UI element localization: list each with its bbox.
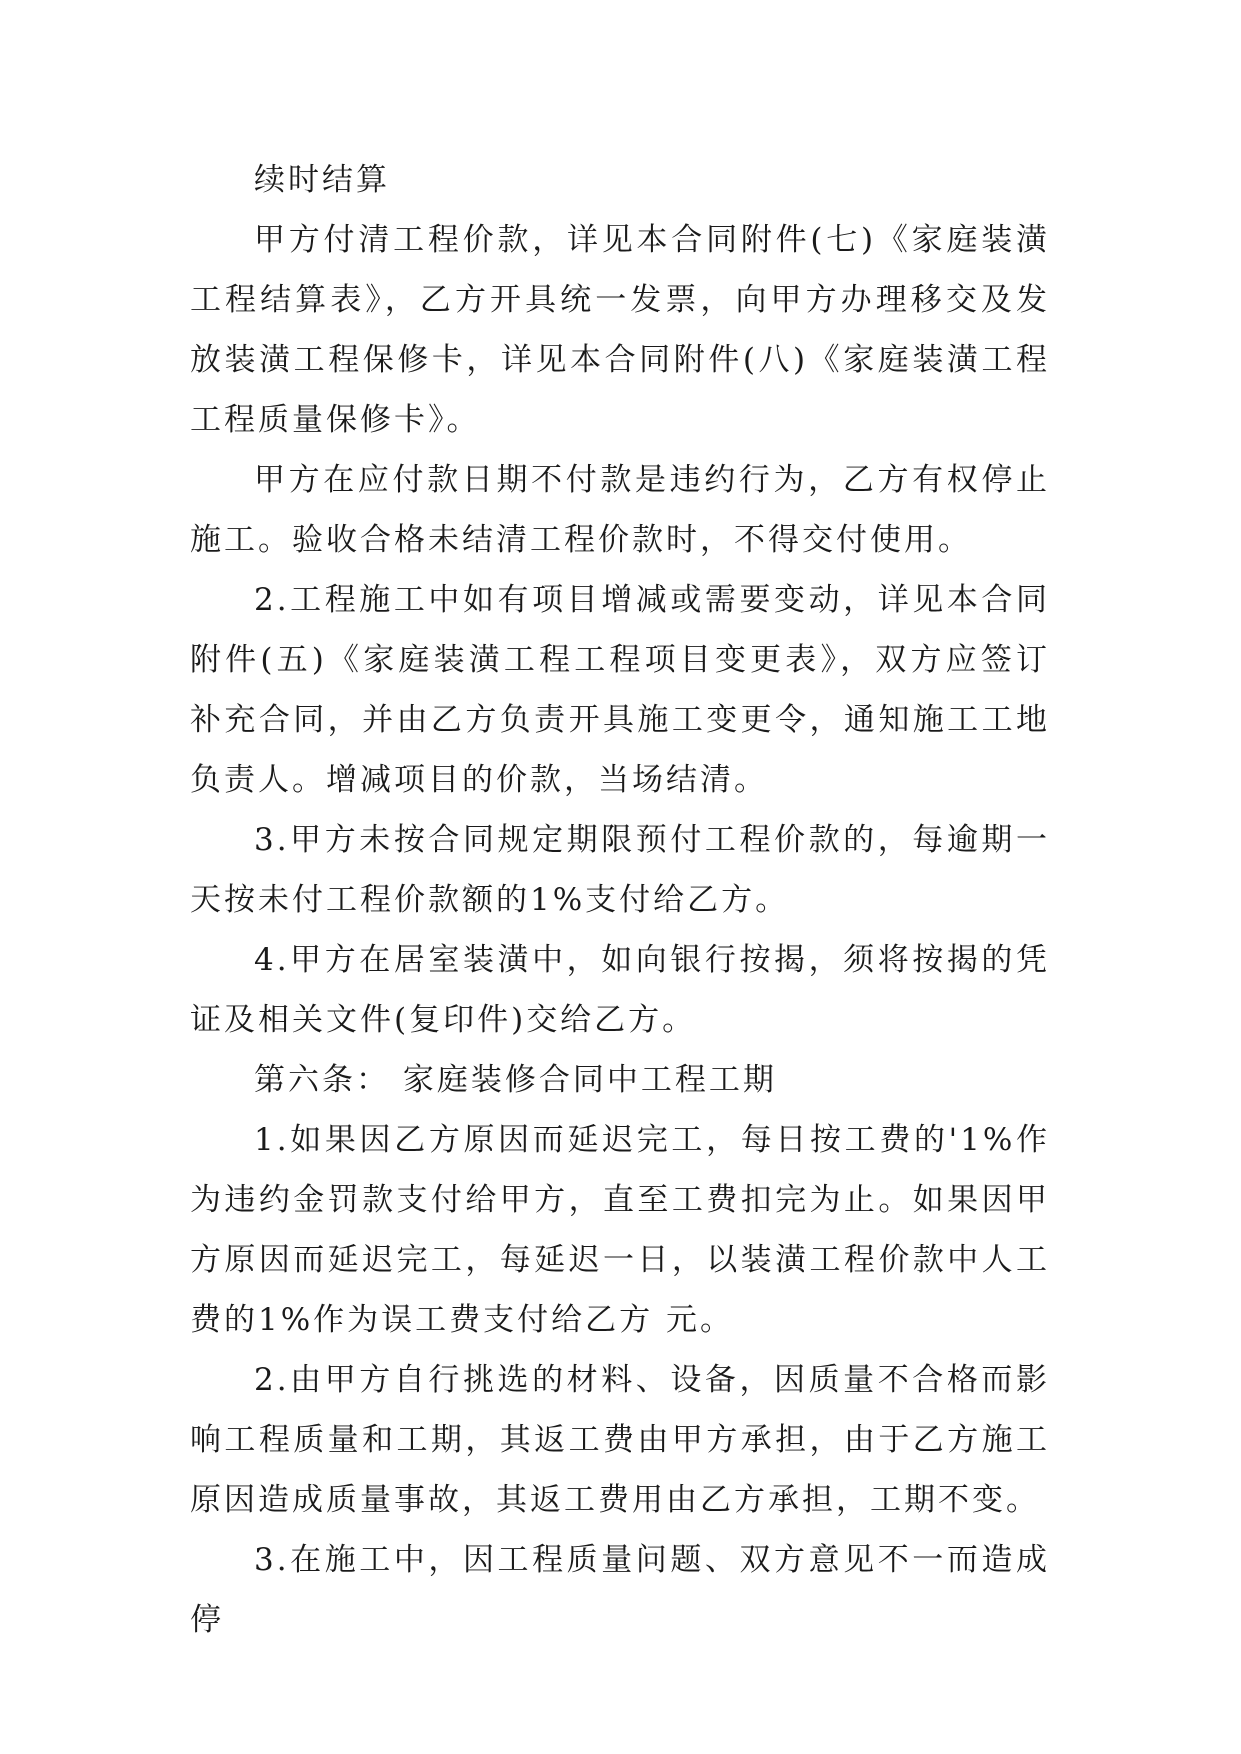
document-page: [190, 150, 1050, 1710]
paragraph-late-payment-breach: 甲方在应付款日期不付款是违约行为，乙方有权停止施工。验收合格未结清工程价款时，不得交付使用。: [190, 462, 1050, 558]
paragraph-item-2-changes: 2.工程施工中如有项目增减或需要变动，详见本合同附件(五)《家庭装潢工程工程项目变更表》，双方应签订补充合同，并由乙方负责开具施工变更令，通知施工工地负责人。增减项目的价款，当场结清。: [190, 582, 1050, 798]
section-heading-article-6: 第六条： 家庭装修合同中工程工期: [254, 1062, 777, 1098]
paragraph-final-payment: 甲方付清工程价款，详见本合同附件(七)《家庭装潢工程结算表》，乙方开具统一发票，向甲方办理移交及发放装潢工程保修卡，详见本合同附件(八)《家庭装潢工程工程质量保修卡》。: [190, 222, 1050, 438]
paragraph-continuation-settlement: 续时结算: [254, 162, 390, 198]
paragraph-article-6-item-3: 3.在施工中，因工程质量问题、双方意见不一而造成停: [190, 1542, 1050, 1638]
paragraph-item-3-penalty: 3.甲方未按合同规定期限预付工程价款的，每逾期一天按未付工程价款额的1%支付给乙方。: [190, 822, 1050, 918]
paragraph-article-6-item-2: 2.由甲方自行挑选的材料、设备，因质量不合格而影响工程质量和工期，其返工费由甲方承担，由于乙方施工原因造成质量事故，其返工费用由乙方承担，工期不变。: [190, 1362, 1050, 1518]
paragraph-item-4-mortgage: 4.甲方在居室装潢中，如向银行按揭，须将按揭的凭证及相关文件(复印件)交给乙方。: [190, 942, 1050, 1038]
paragraph-article-6-item-1: 1.如果因乙方原因而延迟完工，每日按工费的'1%作为违约金罚款支付给甲方，直至工费扣完为止。如果因甲方原因而延迟完工，每延迟一日，以装潢工程价款中人工费的1%作为误工费支付给乙方 元。: [190, 1122, 1050, 1338]
